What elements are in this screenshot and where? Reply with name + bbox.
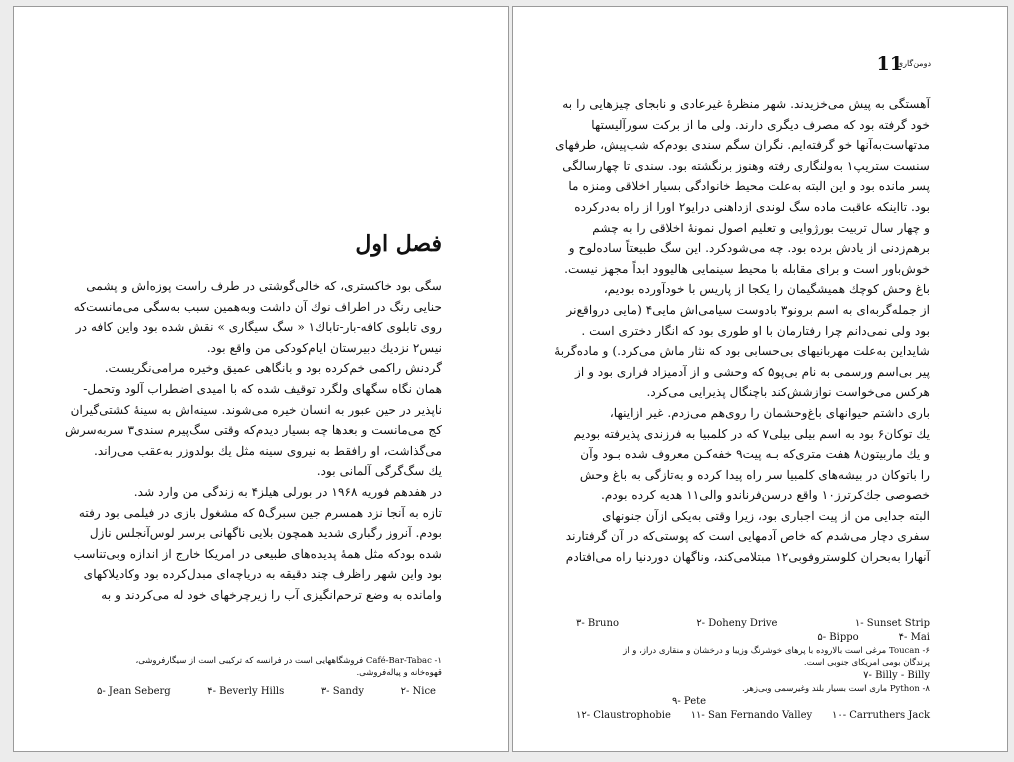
body-line: برهم‌زدنی از یادش برده بود. چه می‌شودکرد. این سگ طبیعتاً ساده‌لوح و — [568, 241, 930, 256]
body-line: روی تابلوی کافه-بار-تاباك۱ « سگ سیگاری » نقش شده بود واین کافه در — [75, 320, 442, 335]
right-footnotes — [576, 617, 930, 723]
footnote-item: ۲- Nice — [400, 686, 436, 697]
body-line: سنست ستریپ۱ به‌ولنگاری رفته وهنوز برنگشته بود. سندی تا چهارسالگی — [562, 158, 930, 173]
right-page — [512, 6, 1008, 752]
footnote-line: پرندگان بومی امریکای جنوبی است. — [803, 658, 930, 668]
footnote-line: ۸- Python ماری است بسیار بلند وغیرسمی وبی‌زهر. — [742, 684, 930, 694]
body-line: پسر مانده بود و این البته به‌علت محیط خانوادگی بسیار اخلاقی ومنزه ما — [568, 179, 930, 194]
body-line: آهستگی به پیش می‌خزیدند. شهر منظرهٔ غیرعادی و نابجای چیزهایی را به — [562, 97, 930, 111]
body-line: تازه به آنجا نزد همسرم جین سبرگ۵ که مشغول بازی در فیلمی بود رفته — [78, 505, 442, 520]
footnote-item: ۱۰- Carruthers Jack — [831, 710, 930, 721]
left-page — [13, 6, 509, 752]
footnote-row — [71, 685, 442, 699]
body-line: می‌گذاشت، او رافقط به نیروی سینه مثل یك بولدوزر به‌عقب می‌راند. — [94, 443, 442, 458]
body-line: بود واین شهر راظرف چند دقیقه به دریاچه‌ای مبدل‌کرده بود وکادیلاکهای — [83, 567, 442, 582]
footnote-row — [576, 709, 930, 723]
footnote-line: ۶- Toucan مرغی است بالاروده با پرهای خوشرنگ وزیبا و درخشان و منقاری دراز، و از — [623, 646, 930, 656]
body-line: در هفدهم فوریه ۱۹۶۸ در بورلی هیلز۴ به زندگی من وارد شد. — [133, 484, 442, 499]
footnote-item: ۲- Doheny Drive — [696, 618, 778, 629]
body-line: یك توکان۶ بود به اسم بیلی بیلی۷ که در کلمبیا به فرزندی پذیرفته بودیم — [573, 426, 930, 441]
running-head: دومن‌گاری — [896, 59, 931, 68]
body-line: همان نگاه سگهای ولگرد توقیف شده که با امیدی اضطراب آلود وتحمل- — [83, 381, 442, 396]
body-line: هرکس می‌خواست نوازشش‌کند باچنگال پذیرایی می‌کرد. — [646, 385, 930, 400]
footnote-item: ۳- Bruno — [576, 618, 619, 629]
body-line: از جمله‌گربه‌ای به اسم برونو۳ بادوست سیامی‌اش مایی۴ (مایی درواقع‌نر — [566, 302, 930, 317]
left-body-text — [64, 276, 442, 606]
body-line: مدتهاست‌به‌آنها خو گرفته‌ایم. نگران سگم سندی بودم‌که شب‌پیش، طرفهای — [555, 138, 930, 153]
body-line: ناپذیر در حین عبور به انسان خیره می‌شوند. سینه‌اش به سینهٔ کشتی‌گیران — [70, 402, 442, 417]
body-line: وامانده به وضع ترحم‌انگیزی آب را زیرچرخهای خود له می‌کردند و به — [101, 587, 442, 602]
footnote-row — [576, 631, 930, 645]
right-body-text — [554, 94, 930, 568]
body-line: پیر بی‌اسم ورسمی به نام بی‌پو۵ که وحشی و از آدمیزاد فراری بود و از — [575, 364, 930, 379]
left-footnotes — [71, 655, 442, 699]
footnote-row — [576, 695, 930, 709]
footnote-item: ۷- Billy - Billy — [863, 670, 930, 681]
footnote-row — [576, 617, 930, 631]
body-line: باری داشتم حیوانهای باغ‌وحشمان را روی‌هم می‌زدم. غیر ازاینها، — [609, 405, 930, 420]
body-line: آنهارا به‌بحران کلوستروفوبی۱۲ مبتلامی‌کند، وناگهان دوردنیا راه می‌افتادم — [565, 550, 930, 565]
footnote-line: ۱- Café-Bar-Tabac فروشگاههایی است در فرانسه که ترکیبی است از سیگارفروشی، — [135, 656, 442, 666]
footnote-item: ۳- Sandy — [320, 686, 365, 697]
body-line: باغ وحش کوچك همیشگیمان را یکجا از پاریس با خودآورده بودیم، — [603, 282, 930, 297]
body-line: خود گرفته بود که مصرف دیگری دارند. ولی ما از برکت سورآلیستها — [591, 117, 930, 132]
footnote-item: ۹- Pete — [672, 696, 707, 707]
body-line: سفری دچار می‌شدم که خاص آدمهایی است که پوستی‌که در آن گرفتارند — [565, 529, 930, 544]
page-number: 11 — [876, 53, 903, 75]
body-line: بود. تااینکه عاقبت ماده سگ لوندی ازداهنی درایو۲ اورا از راه به‌درکرده — [574, 199, 930, 214]
body-line: و چهار سال تربیت بورژوایی و تعلیم اصول نمونهٔ اخلاقی را به چشم — [592, 220, 930, 235]
footnote-item: ۴- Mai — [898, 632, 930, 643]
body-line: شایداین به‌علت مهربانیهای بی‌حسابی بود که نثار ماش می‌کرد.) و ماده‌گربهٔ — [554, 344, 930, 359]
body-line: البته جدایی من از پیت اجباری بود، زیرا وقتی به‌یکی ازآن جنونهای — [602, 508, 930, 523]
body-line: خوش‌باور است و برای مقابله با محیط سینمایی هالیوود ابداً مجهز نیست. — [564, 261, 930, 276]
body-line: حنایی رنگ در اطراف نوك آن داشت وبه‌همین سبب به‌سگی می‌مانست‌که — [73, 299, 442, 314]
footnote-item: ۵- Jean Seberg — [97, 686, 171, 697]
body-line: بود ولی نمی‌دانم چرا رفتارمان با او طوری بود که انگار دختری است . — [581, 323, 930, 338]
footnote-item: ۱۱- San Fernando Valley — [690, 710, 813, 721]
footnote-item: ۵- Bippo — [817, 632, 859, 643]
chapter-title: فصل اول — [355, 231, 442, 257]
body-line: سگی بود خاکستری، که خالی‌گوشتی در طرف راست پوزه‌اش و پشمی — [86, 279, 442, 293]
body-line: یك سگ‌گرگی آلمانی بود. — [316, 464, 442, 479]
footnote-line: قهوه‌خانه و پیاله‌فروشی. — [356, 668, 442, 678]
body-line: نیس۲ نزدیك دبیرستان ایام‌کودکی من واقع بود. — [206, 340, 442, 355]
body-line: خصوصی جك‌کرترز۱۰ واقع درسن‌فرناندو والی۱۱ هدیه کرده بودم. — [600, 488, 930, 503]
footnote-item: ۱۲- Claustrophobie — [576, 710, 671, 721]
body-line: کج می‌مانست و بعدها چه بسیار دیدم‌که وقتی سگ‌پیرم سندی۳ سربه‌سرش — [64, 423, 442, 438]
body-line: شده بودکه مثل همهٔ پدیده‌های طبیعی در امریکا خارج از اندازه وبی‌تناسب — [73, 546, 442, 561]
body-line: گردنش راکمی خم‌کرده بود و بانگاهی عمیق وخیره مرامی‌نگریست. — [104, 361, 442, 376]
footnote-item: ۴- Beverly Hills — [207, 686, 285, 697]
footnote-item: ۱- Sunset Strip — [854, 618, 930, 629]
body-line: را باتوکان در بیشه‌های کلمبیا سر راه پیدا کرده و به‌تازگی به باغ وحش — [579, 467, 930, 482]
body-line: و یك ماربیتون۸ هفت متری‌که بـه پیت۹ خفه‌کـن معروف شده بـود وآن — [580, 447, 930, 462]
body-line: بودم. آنروز رگباری شدید همچون بلایی ناگهانی برسر لوس‌آنجلس نازل — [89, 526, 442, 541]
footnote-row — [576, 669, 930, 683]
